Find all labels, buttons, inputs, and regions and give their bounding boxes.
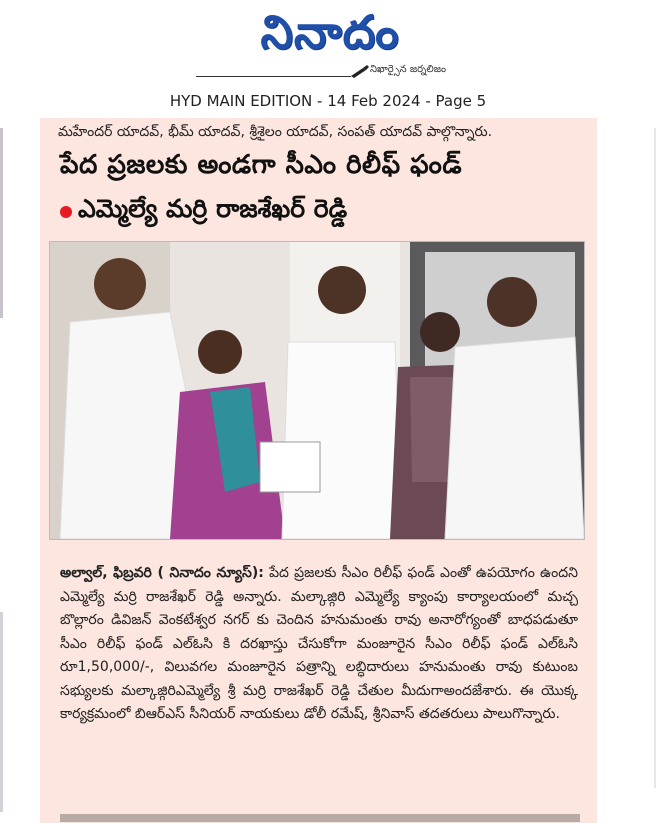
article-subhead [60,194,347,230]
adjacent-clip-edge [0,612,3,812]
article-text: పేద ప్రజలకు సీఎం రిలీఫ్ ఫండ్ ఎంతో ఉపయోగం ఉందని ఎమ్మెల్యే మర్రి రాజశేఖర్ రెడ్డి అన్నారు. మల్కాజ్గిరి ఎమ్మెల్యే క్యాంపు కార్యాలయంలో మచ్చ బొల్లారం డివిజన్ వెంకటేశ్వర నగర్ కు చెందిన హనుమంతు రావు అనారోగ్యంతో బాధపడుతూ సీఎం రిలీఫ్ ఫండ్ ఎల్ఓసి కి దరఖాస్తు చేసుకోగా మంజూరైన సీఎం రిలీఫ్ ఫండ్ ఎల్ఓసి రూ1,50,000/-, విలువగల మంజూరైన పత్రాన్ని లబ్ధిదారులు హనుమంతు రావు కుటుంబ సభ్యులకు మల్కాజ్గిరిఎమ్మెల్యే శ్రీ మర్రి రాజశేఖర్ రెడ్డి చేతుల మీదుగాఅందజేశారు. ఈ యొక్క కార్యక్రమంలో బిఆర్ఎస్ సీనియర్ నాయకులు డోలీ రమేష్, శ్రీనివాస్ తదతరులు పాలుగొన్నారు. [60,565,578,722]
pen-icon [350,64,370,80]
red-bullet-icon [60,206,72,218]
article-photo [49,241,585,540]
tagline-rule [196,76,351,77]
subhead-text: ఎమ్మెల్యే మర్రి రాజశేఖర్ రెడ్డి [78,194,348,223]
next-article-line-fragment [60,808,580,822]
newspaper-logo: నినాదం [260,5,400,59]
tagline: నిఖార్సైన జర్నలిజం [370,64,447,75]
adjacent-clip-edge [0,128,3,318]
article-headline: పేద ప్రజలకు అండగా సీఎం రిలీఫ్ ఫండ్ [60,150,463,180]
masthead [0,0,656,110]
news-clipping [40,118,597,823]
article-body [60,562,578,727]
article-dateline: అల్వాల్, ఫిబ్రవరి ( నినాదం న్యూస్): [60,565,264,581]
previous-article-line: మహేందర్ యాదవ్, భీమ్ యాదవ్, శ్రీశైలం యాదవ్, సంపత్ యాదవ్ పాల్గొన్నారు. [58,124,493,140]
edition-info: HYD MAIN EDITION - 14 Feb 2024 - Page 5 [169,92,487,110]
